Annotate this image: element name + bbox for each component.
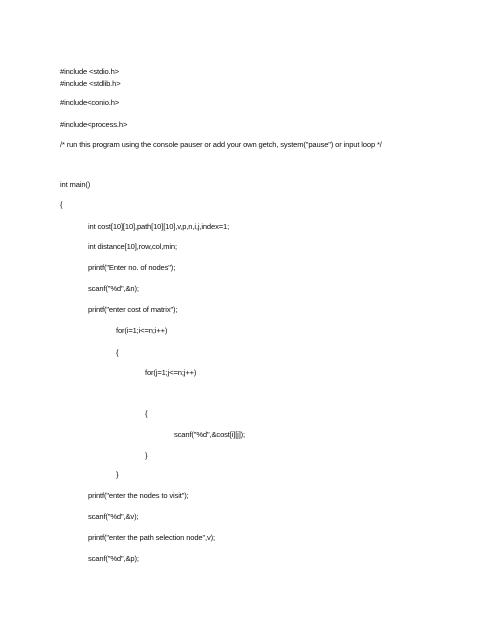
code-line-for-i: for(i=1;i<=n;i++) (116, 326, 168, 335)
code-line-include-stdlib: #include <stdlib.h> (60, 79, 121, 88)
code-line-decl-distance: int distance[10],row,col,min; (88, 242, 177, 251)
code-line-scanf-v: scanf("%d",&v); (88, 512, 139, 521)
code-line-include-process: #include<process.h> (60, 120, 128, 129)
code-line-brace-j-close: } (145, 451, 148, 460)
code-line-printf-path: printf("enter the path selection node",v); (88, 533, 215, 542)
code-line-scanf-cost: scanf("%d",&cost[i][j]); (174, 430, 245, 439)
code-line-comment: /* run this program using the console pauser or add your own getch, system("pause") or input loop */ (60, 140, 382, 149)
code-line-printf-cost: printf("enter cost of matrix"); (88, 305, 178, 314)
code-line-printf-nodes: printf("Enter no. of nodes"); (88, 263, 176, 272)
code-line-brace-i-open: { (116, 348, 119, 357)
code-line-brace-i-close: } (116, 470, 119, 479)
code-line-open-brace: { (60, 200, 63, 209)
code-line-include-stdio: #include <stdio.h> (60, 67, 119, 76)
code-line-brace-j-open: { (145, 409, 148, 418)
code-line-scanf-p: scanf("%d",&p); (88, 554, 139, 563)
code-line-for-j: for(j=1;j<=n;j++) (145, 368, 197, 377)
code-line-printf-visit: printf("enter the nodes to visit"); (88, 491, 189, 500)
code-line-scanf-n: scanf("%d",&n); (88, 284, 139, 293)
code-line-decl-cost: int cost[10][10],path[10][10],v,p,n,i,j,index=1; (88, 222, 230, 231)
code-line-include-conio: #include<conio.h> (60, 98, 120, 107)
code-line-main-signature: int main() (60, 180, 91, 189)
